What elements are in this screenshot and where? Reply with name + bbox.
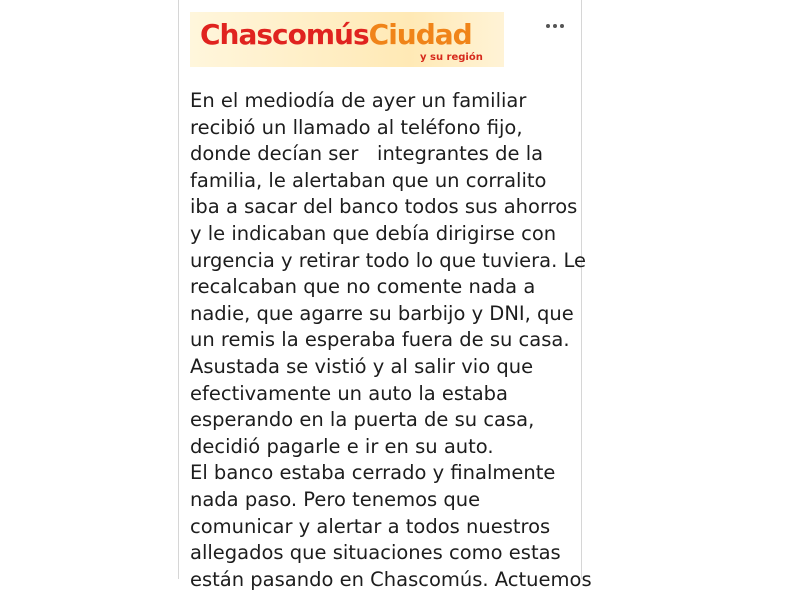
post-line: iba a sacar del banco todos sus ahorros: [190, 195, 578, 219]
post-line: y le indicaban que debía dirigirse con: [190, 221, 557, 245]
post-line: El banco estaba cerrado y finalmente: [190, 461, 556, 485]
post-line: urgencia y retirar todo lo que tuviera. Le: [190, 248, 587, 272]
post-line: donde decían ser integrantes de la: [190, 142, 544, 166]
post-line: familia, le alertaban que un corralito: [190, 168, 547, 192]
post-line: efectivamente un auto la estaba: [190, 381, 508, 405]
post-body-text: [190, 88, 592, 593]
logo-part-chascomus: Chascomús: [200, 18, 369, 51]
post-line: recalcaban que no comente nada a: [190, 275, 536, 299]
post-line: esperando en la puerta de su casa,: [190, 408, 535, 432]
logo-wordmark: [200, 18, 472, 51]
more-horizontal-icon[interactable]: [544, 20, 566, 32]
post-line: comunicar y alertar a todos nuestros: [190, 514, 551, 538]
post-line: Asustada se vistió y al salir vio que: [190, 354, 534, 378]
post-line: En el mediodía de ayer un familiar: [190, 89, 527, 112]
post-line: un remis la esperaba fuera de su casa.: [190, 328, 570, 352]
post-card: [178, 0, 592, 591]
logo-tagline: y su región: [420, 52, 483, 63]
post-line: allegados que situaciones como estas: [190, 541, 561, 565]
post-line: nada paso. Pero tenemos que: [190, 487, 481, 511]
post-line: están pasando en Chascomús. Actuemos: [190, 567, 592, 591]
post-line: nadie, que agarre su barbijo y DNI, que: [190, 301, 574, 325]
logo-part-ciudad: Ciudad: [368, 18, 472, 51]
post-line: recibió un llamado al teléfono fijo,: [190, 115, 523, 139]
post-line: decidió pagarle e ir en su auto.: [190, 434, 494, 458]
chascomus-ciudad-logo: [190, 12, 504, 67]
